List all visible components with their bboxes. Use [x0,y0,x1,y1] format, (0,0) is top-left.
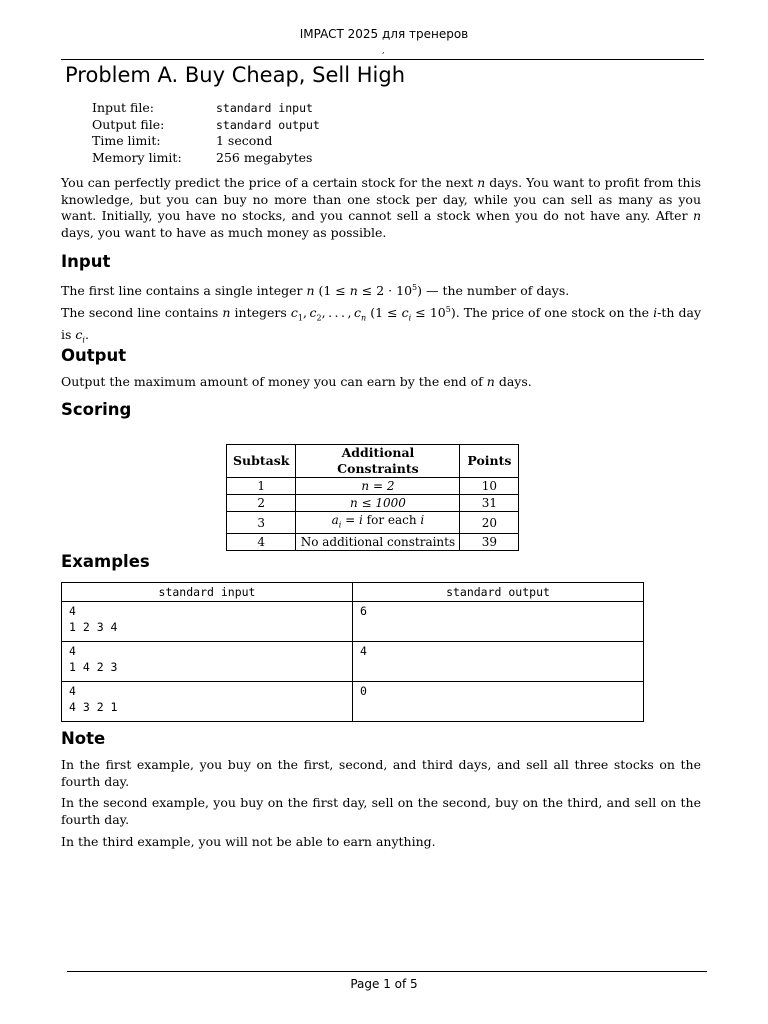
text: (1 ≤ [366,305,402,321]
math-var: c [309,305,317,321]
statement-paragraph [61,175,701,242]
example-input-cell: 4 1 4 2 3 [62,642,353,682]
constraint-cell: n = 2 [296,478,460,495]
text: The second line contains [61,305,223,321]
limits-block [92,100,320,166]
column-header: Additional Constraints [296,445,460,478]
table-row [227,512,519,534]
table-row [62,642,644,682]
limit-row-time [92,133,320,150]
math-var: n [477,175,486,190]
input-line-2: The second line contains n integers $c_1$, $c_2$, . . . , $c_n$ $(1 \le c_i \le 10^5)$. The price of one stock on the i-th day is $c_i$. [61,305,702,345]
column-header: Points [460,445,519,478]
section-heading-scoring: Scoring [61,400,132,419]
examples-header-row [62,583,644,602]
limit-value: 256 megabytes [216,149,313,165]
note-paragraph-1 [61,757,701,790]
superscript: 5 [412,283,418,292]
math-var: n [692,208,701,224]
note-text: In the first example, you buy on the first, second, and third days, and sell all three stocks on the fourth day. [61,757,701,789]
limit-row-memory [92,150,320,167]
section-heading-examples: Examples [61,552,150,571]
subtask-cell: 3 [227,512,296,534]
constraint-cell [296,512,460,534]
limit-value: standard output [216,117,320,132]
table-row [227,478,519,495]
text: for each [362,513,421,527]
output-paragraph [61,374,701,391]
limit-label: Output file: [92,116,165,132]
subscript: n [360,313,367,323]
scoring-header-row [227,445,519,478]
text: ≤ 10 [411,305,446,321]
note-text: In the second example, you buy on the first day, sell on the second, buy on the third, and sell on the fourth day. [61,795,701,827]
math-var: n [349,283,358,299]
section-heading-note: Note [61,729,106,748]
table-row [227,534,519,551]
examples-table [61,582,644,722]
points-cell: 20 [460,512,519,534]
example-input-cell: 4 4 3 2 1 [62,682,353,722]
table-row [62,602,644,642]
math-var: c [401,305,409,321]
note-paragraph-2 [61,795,701,828]
text: The first line contains a single integer [61,283,307,299]
page-footer: Page 1 of 5 [350,977,418,991]
limit-value: standard input [216,101,313,115]
math-var: n [222,305,231,321]
points-cell: 10 [460,478,519,495]
text: ). The price of one stock on the [450,305,654,321]
text: ) — the number of days. [417,283,570,299]
math-var: i [359,513,363,527]
note-paragraph-3 [61,834,701,851]
math-var: c [353,305,361,321]
text: = [341,513,360,527]
math-var: n [486,374,495,389]
statement-text: days, you want to have as much money as possible. [61,225,387,241]
example-input-cell: 4 1 2 3 4 [62,602,353,642]
math-var: i [420,513,425,527]
points-cell: 39 [460,534,519,551]
text: ≤ 2 · 10 [357,283,413,299]
math-var: i [653,305,658,321]
table-row [62,682,644,722]
column-header: standard output [353,583,644,602]
text: integers [230,305,291,321]
note-text: In the third example, you will not be able to earn anything. [61,834,436,849]
math-var: a [331,513,339,527]
limit-value: 1 second [216,133,273,148]
page-header: IMPACT 2025 для тренеров [299,27,469,41]
text: -th day is [61,305,702,343]
section-heading-output: Output [61,346,127,365]
example-output-cell: 6 [353,602,644,642]
text: Output the maximum amount of money you can earn by the end of [61,374,487,389]
subscript: i [338,520,342,530]
header-mark: , [382,46,385,55]
text: . [84,327,89,343]
subscript: i [408,313,412,323]
limit-row-input-file [92,100,320,117]
text: (1 ≤ [314,283,350,299]
limit-label: Time limit: [92,133,161,148]
footer-rule [67,971,707,972]
math-var: c [290,305,298,321]
scoring-table [226,444,519,551]
table-row [227,495,519,512]
column-header: Subtask [227,445,296,478]
input-line-1 [61,280,701,300]
statement-text: days. You want to profit from this knowledge, but you can buy no more than one stock per day, while you can sell as many as you want. Initially, you have no stocks, and you cannot sell a stock when you do not have any. After [61,175,701,224]
superscript: 5 [445,305,451,314]
header-rule [61,59,704,60]
section-heading-input: Input [61,252,111,271]
subtask-cell: 1 [227,478,296,495]
points-cell: 31 [460,495,519,512]
text: days. [494,374,532,389]
statement-text: You can perfectly predict the price of a certain stock for the next [61,175,478,190]
subscript: 1 [297,313,303,323]
example-output-cell: 0 [353,682,644,722]
subscript: 2 [316,313,322,323]
constraint-cell: No additional constraints [296,534,460,551]
problem-title: Problem A. Buy Cheap, Sell High [65,63,405,87]
subtask-cell: 2 [227,495,296,512]
math-var: n [306,283,315,299]
subscript: i [82,335,85,345]
column-header: standard input [62,583,353,602]
math-var: c [75,327,83,343]
subtask-cell: 4 [227,534,296,551]
limit-row-output-file [92,117,320,134]
example-output-cell: 4 [353,642,644,682]
limit-label: Input file: [92,100,154,115]
constraint-cell: n ≤ 1000 [296,495,460,512]
limit-label: Memory limit: [92,149,182,165]
